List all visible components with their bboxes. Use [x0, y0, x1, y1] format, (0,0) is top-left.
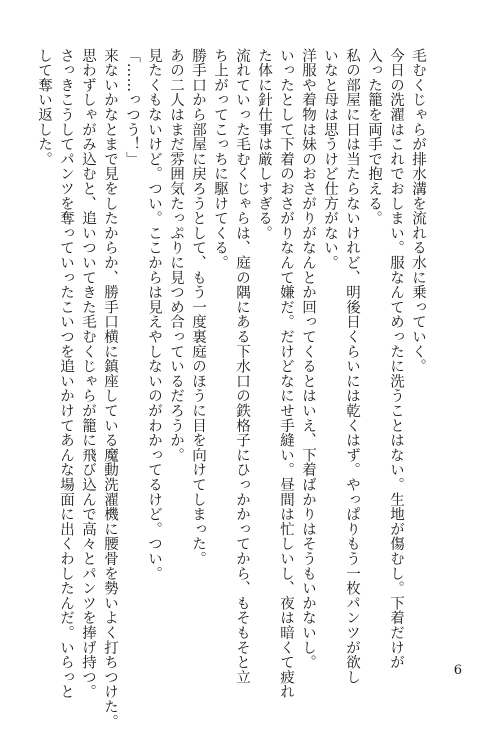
text-line: た体に針仕事は厳しすぎる。: [256, 48, 272, 241]
page-number: 6: [453, 663, 462, 678]
text-line: 思わずしゃがみ込むと、追いついてきた毛むくじゃらが籠に飛び込んで高々とパンツを捧げ持つ。: [80, 48, 96, 700]
text-line: いなと母は思うけど仕方がない。: [322, 48, 338, 270]
text-line: ち上がってこっちに駆けてくる。: [212, 48, 228, 270]
text-line: 来ないかなとまで見をしたからか、勝手口横に鎮座している魔動洗濯機に腰骨を勢いよく打ちつけた。: [102, 48, 118, 729]
text-line: 洋服や着物は妹のおさがりがなんとか回ってくるとはいえ、下着ばかりはそうもいかないし。: [300, 48, 316, 670]
text-line: 見たくもないけど。つい。ここからは見えやしないのがわかってるけど。つい。: [146, 48, 162, 581]
text-line: あの二人はまだ雰囲気たっぷりに見つめ合っているだろうか。: [168, 48, 184, 463]
text-line: 勝手口から部屋に戻ろうとして、もう一度裏庭のほうに目を向けてしまった。: [190, 48, 206, 566]
text-line: 入った籠を両手で抱える。: [366, 48, 382, 226]
text-line: 「……っつう！」: [124, 48, 140, 167]
text-line: 今日の洗濯はこれでおしまい。服なんてめったに洗うことはない。生地が傷むし。下着だけが: [388, 48, 404, 670]
text-line: いったとして下着のおさがりなんて嫌だ。だけどなにせ手縫い。昼間は忙しいし、夜は暗くて疲れ: [278, 48, 294, 700]
text-line: さっきこうしてパンツを奪っていったこいつを追いかけてあんな場面に出くわしたんだ。いらっと: [58, 48, 74, 700]
text-line: して奪い返した。: [36, 48, 52, 167]
vertical-body-text: [32, 48, 428, 729]
text-line: 私の部屋に日は当たらないけれど、明後日くらいには乾くはず。やっぱりもう一枚パンツが欲し: [344, 48, 360, 685]
text-line: 流れていった毛むくじゃらは、庭の隅にある下水口の鉄格子にひっかかってから、もそもそと立: [234, 48, 250, 685]
text-line: 毛むくじゃらが排水溝を流れる水に乗っていく。: [410, 48, 426, 374]
